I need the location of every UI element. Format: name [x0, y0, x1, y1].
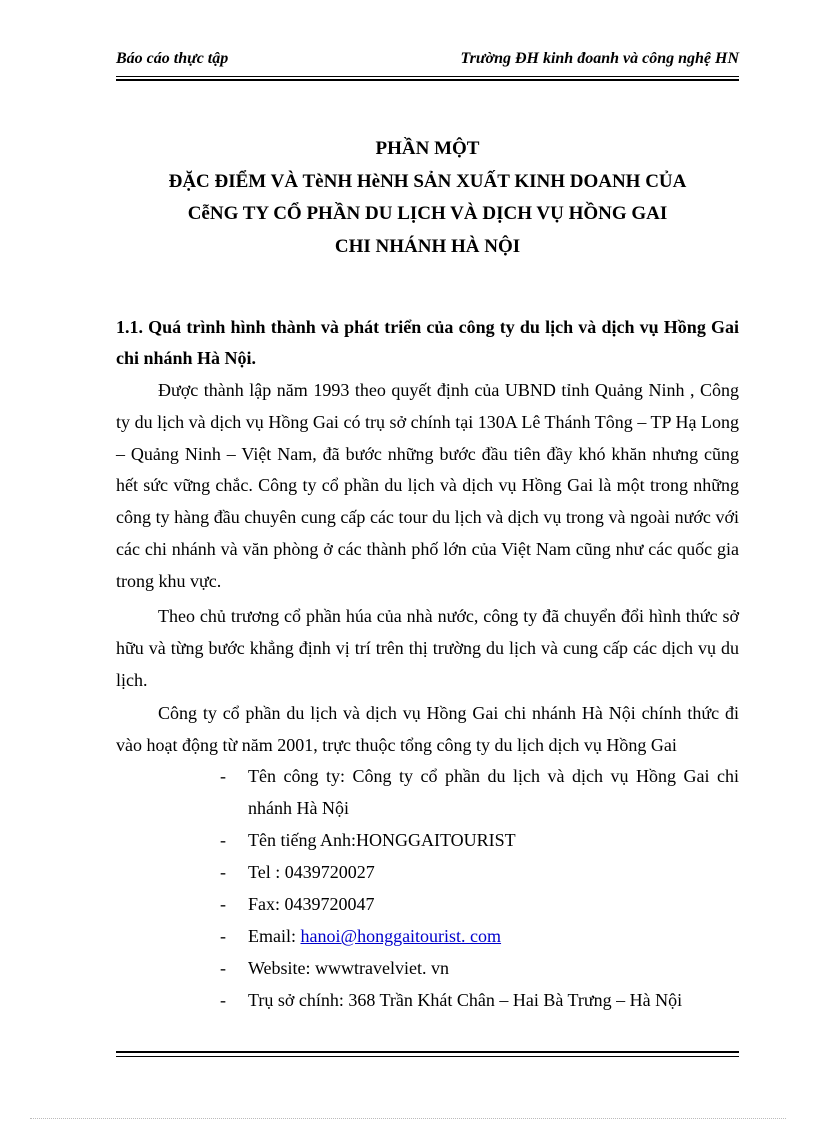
- part-title: PHẦN MỘT: [375, 138, 480, 159]
- list-item-email: [220, 920, 739, 952]
- chapter-title-line-2: CễNG TY CỔ PHẦN DU LỊCH VÀ DỊCH VỤ HỒNG GAI: [187, 203, 668, 224]
- header-divider-thick: [116, 79, 739, 81]
- dash-bullet: -: [220, 894, 226, 914]
- chapter-title-line-1: ĐẶC ĐIỂM VÀ TèNH HèNH SẢN XUẤT KINH DOANH CỦA: [168, 170, 687, 192]
- website-text: Website: wwwtravelviet. vn: [248, 958, 449, 978]
- email-label: Email:: [248, 926, 296, 946]
- paragraph-3: [116, 698, 739, 762]
- list-item-fax: [220, 888, 739, 920]
- dash-bullet: -: [220, 766, 226, 786]
- dash-bullet: -: [220, 830, 226, 850]
- chapter-title-line-3: CHI NHÁNH HÀ NỘI: [334, 235, 521, 257]
- company-info-list: [220, 760, 739, 1016]
- footer-divider-thin: [116, 1056, 739, 1057]
- paragraph-3-text: Công ty cổ phần du lịch và dịch vụ Hồng Gai chi nhánh Hà Nội chính thức đi vào hoạt động từ năm 2001, trực thuộc tổng công ty du lịch dịch vụ Hồng Gai: [116, 703, 739, 755]
- email-link[interactable]: hanoi@honggaitourist. com: [300, 926, 502, 946]
- dash-bullet: -: [220, 862, 226, 882]
- english-name-text: Tên tiếng Anh:HONGGAITOURIST: [248, 830, 516, 850]
- section-heading: 1.1. Quá trình hình thành và phát triển của công ty du lịch và dịch vụ Hồng Gai chi nhánh Hà Nội.: [116, 317, 739, 368]
- list-item-company-name: [220, 760, 739, 824]
- list-item-website: [220, 952, 739, 984]
- paragraph-1: [116, 375, 739, 598]
- list-item-english-name: [220, 824, 739, 856]
- dash-bullet: -: [220, 926, 226, 946]
- header-left-text: Báo cáo thực tập: [116, 50, 229, 67]
- paragraph-2-text: Theo chủ trương cổ phần húa của nhà nước, công ty đã chuyển đổi hình thức sở hữu và từng bước khẳng định vị trí trên thị trường du lịch và cung cấp các dịch vụ du lịch.: [116, 606, 739, 690]
- tel-text: Tel : 0439720027: [248, 862, 375, 882]
- header-divider-thin: [116, 76, 739, 77]
- page-header: [116, 46, 739, 76]
- list-item-headquarters: [220, 984, 739, 1016]
- headquarters-text: Trụ sở chính: 368 Trần Khát Chân – Hai Bà Trưng – Hà Nội: [248, 990, 683, 1010]
- chapter-title-block: [116, 133, 739, 263]
- dash-bullet: -: [220, 958, 226, 978]
- list-item-tel: [220, 856, 739, 888]
- company-name-text: Tên công ty: Công ty cổ phần du lịch và dịch vụ Hồng Gai chi nhánh Hà Nội: [248, 766, 739, 818]
- paragraph-2: [116, 601, 739, 696]
- page-boundary-dots: [30, 1118, 786, 1119]
- header-right-text: Trường ĐH kinh đoanh và công nghệ HN: [460, 50, 739, 67]
- dash-bullet: -: [220, 990, 226, 1010]
- paragraph-1-text: Được thành lập năm 1993 theo quyết định của UBND tỉnh Quảng Ninh , Công ty du lịch và dịch vụ Hồng Gai có trụ sở chính tại 130A Lê Thánh Tông – TP Hạ Long – Quảng Ninh – Việt Nam, đã bước những bước đầu tiên đầy khó khăn nhưng cũng hết sức vững chắc. Công ty cổ phần du lịch và dịch vụ Hồng Gai là một trong những công ty hàng đầu chuyên cung cấp các tour du lịch và dịch vụ trong và ngoài nước với các chi nhánh và văn phòng ở các thành phố lớn của Việt Nam cũng như các quốc gia trong khu vực.: [116, 380, 739, 591]
- fax-text: Fax: 0439720047: [248, 894, 375, 914]
- footer-divider-thick: [116, 1051, 739, 1053]
